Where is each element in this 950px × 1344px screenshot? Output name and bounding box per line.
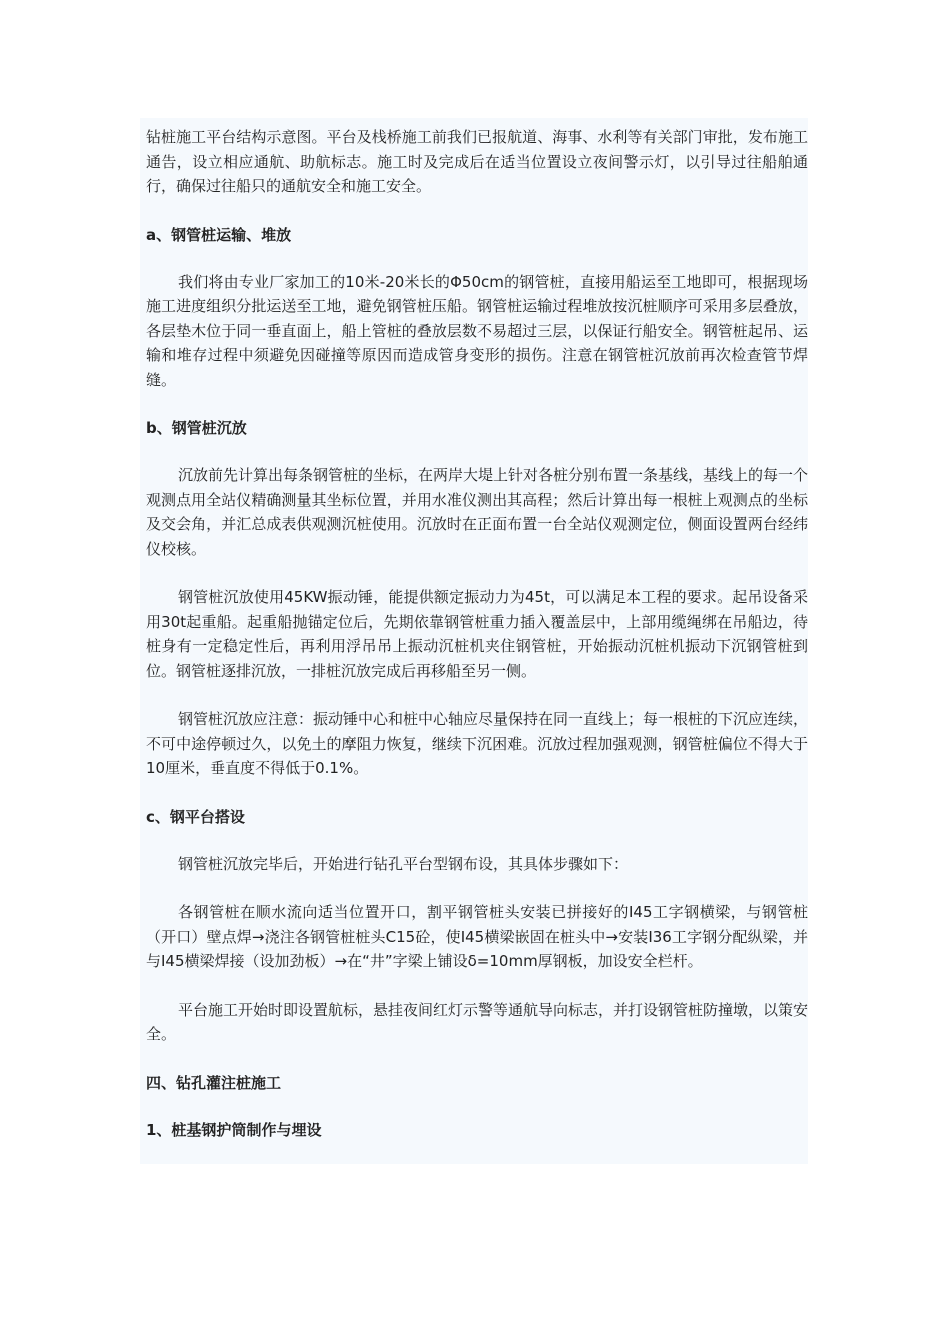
document-content: [146, 125, 808, 1142]
section-a-heading: a、钢管桩运输、堆放: [146, 225, 292, 244]
intro-paragraph: 钻桩施工平台结构示意图。平台及栈桥施工前我们已报航道、海事、水利等有关部门审批，发布施工通告，设立相应通航、助航标志。施工时及完成后在适当位置设立夜间警示灯，以引导过往船舶通行，确保过往船只的通航安全和施工安全。: [146, 128, 808, 195]
section-c-heading: c、钢平台搭设: [146, 807, 245, 826]
section-b-paragraph-3: 钢管桩沉放应注意：振动锤中心和桩中心轴应尽量保持在同一直线上；每一根桩的下沉应连续，不可中途停顿过久，以免土的摩阻力恢复，继续下沉困难。沉放过程加强观测，钢管桩偏位不得大于10厘米，垂直度不得低于0.1%。: [146, 710, 809, 777]
section-b-paragraph-1: 沉放前先计算出每条钢管桩的坐标，在两岸大堤上针对各桩分别布置一条基线，基线上的每一个观测点用全站仪精确测量其坐标位置，并用水准仪测出其高程；然后计算出每一根桩上观测点的坐标及交会角，并汇总成表供观测沉桩使用。沉放时在正面布置一台全站仪观测定位，侧面设置两台经纬仪校核。: [146, 466, 809, 558]
section-b-paragraph-2: 钢管桩沉放使用45KW振动锤，能提供额定振动力为45t，可以满足本工程的要求。起吊设备采用30t起重船。起重船抛锚定位后，先期依靠钢管桩重力插入覆盖层中，上部用缆绳绑在吊船边，待桩身有一定稳定性后，再利用浮吊吊上振动沉桩机夹住钢管桩，开始振动沉桩机振动下沉钢管桩到位。钢管桩逐排沉放，一排桩沉放完成后再移船至另一侧。: [146, 588, 808, 680]
section-a-paragraph: 我们将由专业厂家加工的10米-20米长的Φ50cm的钢管桩，直接用船运至工地即可，根据现场施工进度组织分批运送至工地，避免钢管桩压船。钢管桩运输过程堆放按沉桩顺序可采用多层叠放，各层垫木位于同一垂直面上，船上管桩的叠放层数不易超过三层，以保证行船安全。钢管桩起吊、运输和堆存过程中须避免因碰撞等原因而造成管身变形的损伤。注意在钢管桩沉放前再次检查管节焊缝。: [146, 272, 808, 389]
document-body: [140, 118, 808, 1164]
section-b-heading: b、钢管桩沉放: [146, 419, 247, 437]
section-c-paragraph-1: 钢管桩沉放完毕后，开始进行钻孔平台型钢布设，其具体步骤如下：: [178, 854, 629, 873]
section-c-paragraph-3: 平台施工开始时即设置航标，悬挂夜间红灯示警等通航导向标志，并打设钢管桩防撞墩，以策安全。: [146, 1000, 809, 1043]
section-4-heading: 四、钻孔灌注桩施工: [146, 1073, 282, 1092]
section-4-1-heading: 1、桩基钢护筒制作与埋设: [146, 1120, 322, 1139]
section-c-paragraph-2: 各钢管桩在顺水流向适当位置开口，割平钢管桩头安装已拼接好的I45工字钢横梁，与钢管桩（开口）壁点焊→浇注各钢管桩桩头C15砼，使I45横梁嵌固在桩头中→安装I36工字钢分配纵梁，并与I45横梁焊接（设加劲板）→在“井”字梁上铺设δ=10mm厚钢板，加设安全栏杆。: [146, 903, 808, 970]
